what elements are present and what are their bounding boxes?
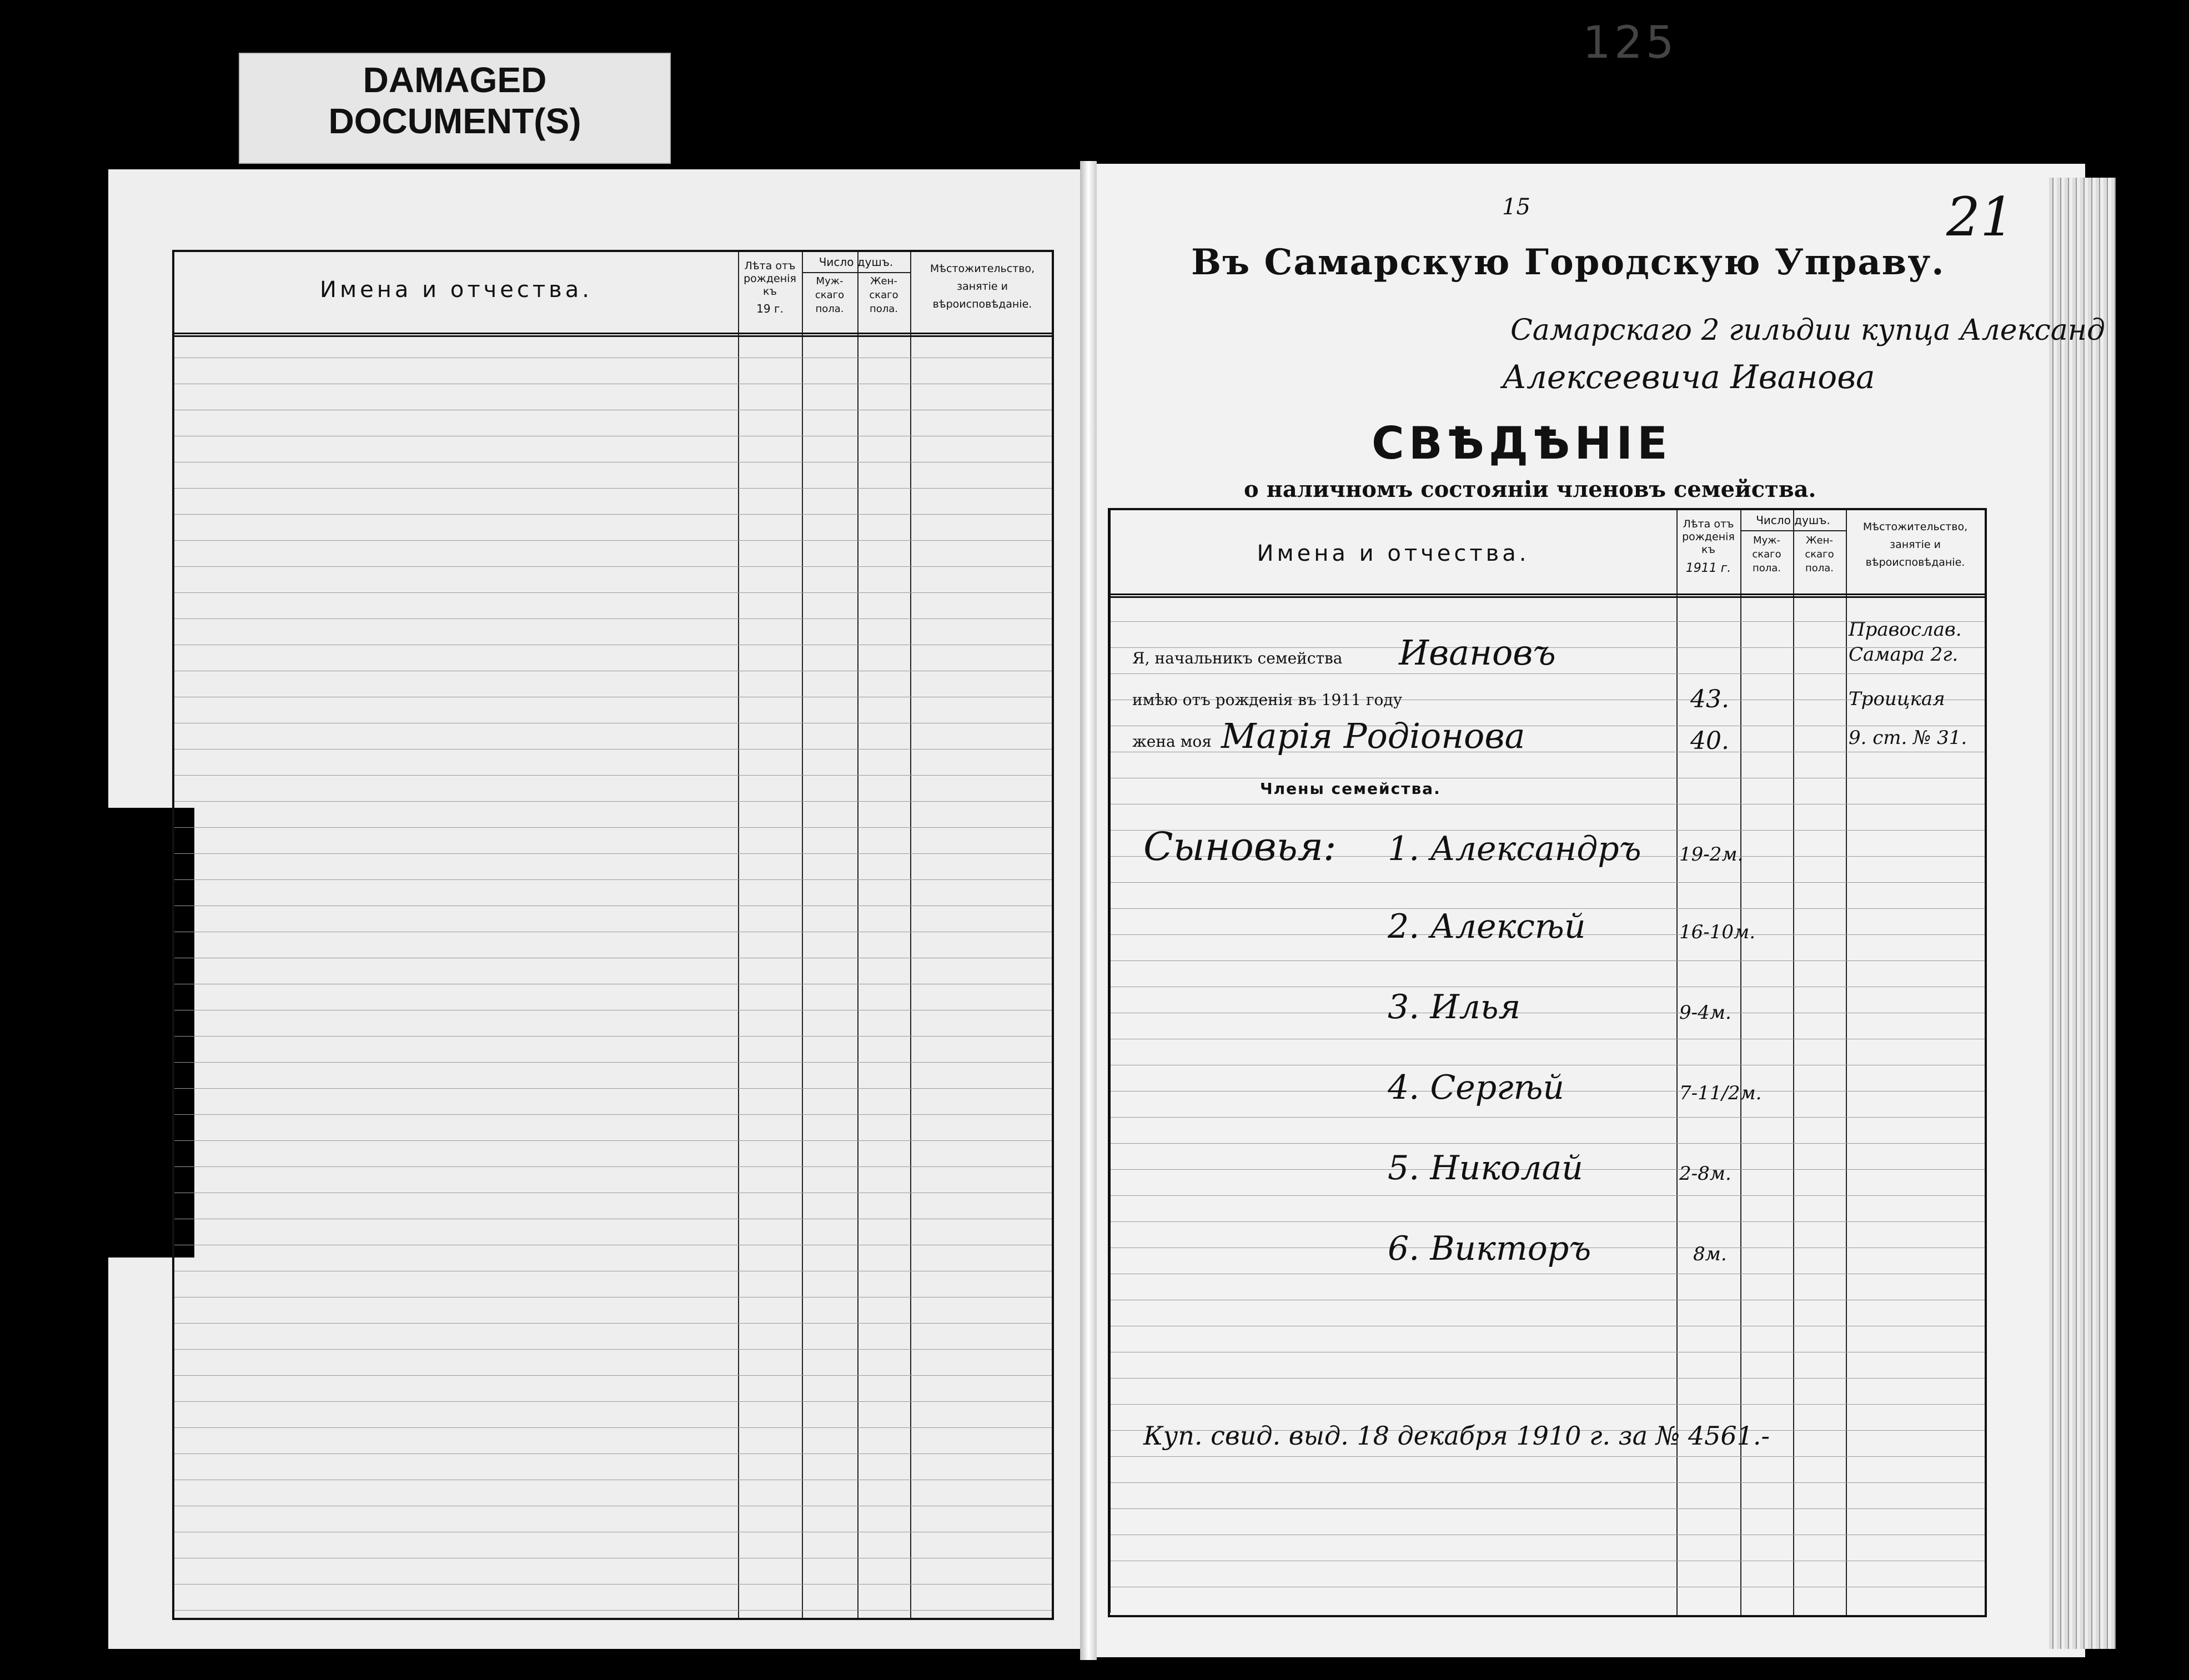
child-age: 8м. (1693, 1243, 1727, 1265)
ruled-line (1110, 1195, 1985, 1196)
residence-house: 9. ст. № 31. (1849, 727, 1967, 749)
child-name: 5. Николай (1388, 1149, 1583, 1188)
wife-name: Марія Родіонова (1221, 716, 1525, 756)
column-divider (738, 252, 739, 1618)
column-divider (1793, 510, 1794, 1615)
child-name: 2. Алексѣй (1388, 907, 1586, 946)
male-column-header: Муж-скаго пола. (1752, 535, 1781, 574)
address-line: Въ Самарскую Городскую Управу. (1191, 242, 1945, 283)
ruled-line (174, 514, 1052, 515)
ruled-line (174, 801, 1052, 802)
ruled-line (174, 618, 1052, 619)
header-underline (1110, 596, 1985, 598)
residence-city: Самара 2г. (1849, 643, 1959, 666)
merchant-line-2: Алексеевича Иванова (1502, 358, 1875, 396)
child-age: 19-2м. (1679, 843, 1744, 866)
wife-age: 40. (1690, 727, 1729, 755)
sons-label: Сыновья: (1143, 824, 1337, 869)
members-title: Члены семейства. (1260, 779, 1441, 798)
ruled-line (174, 488, 1052, 489)
ruled-line (174, 853, 1052, 854)
archive-stamp-number: 125 (1583, 17, 1678, 68)
ruled-line (174, 540, 1052, 541)
ruled-line (174, 775, 1052, 776)
ruled-line (174, 1114, 1052, 1115)
column-divider (910, 252, 911, 1618)
residence-religion: Православ. (1849, 618, 1962, 641)
child-name: 3. Илья (1388, 988, 1521, 1027)
age-column-year: 1911 г. (1685, 561, 1731, 575)
residence-column-header: Мѣстожительство, занятіе и вѣроисповѣданіе. (930, 263, 1035, 310)
child-age: 9-4м. (1679, 1002, 1731, 1024)
child-name: 6. Викторъ (1388, 1229, 1591, 1268)
residence-street: Троицкая (1849, 688, 1945, 710)
ruled-line (174, 1610, 1052, 1611)
ruled-line (174, 1375, 1052, 1376)
ruled-line (1110, 1482, 1985, 1483)
column-divider (802, 252, 803, 1618)
child-name: 1. Александръ (1388, 829, 1641, 868)
ruled-line (1110, 1456, 1985, 1457)
ruled-line (174, 1584, 1052, 1585)
ruled-line (174, 879, 1052, 880)
document-subtitle: о наличномъ состояніи членовъ семейства. (1244, 476, 1816, 502)
ruled-line (1110, 1117, 1985, 1118)
ruled-line (174, 749, 1052, 750)
count-header-divider (802, 272, 910, 273)
ruled-line (174, 566, 1052, 567)
ruled-line (1110, 960, 1985, 961)
merchant-line-1: Самарскаго 2 гильдии купца Александ (1510, 314, 2105, 347)
child-age: 7-11/2м. (1679, 1082, 1762, 1104)
age-column-header: Лѣта отъ рожденія къ (744, 260, 796, 298)
damaged-document-label (239, 53, 671, 164)
header-underline (174, 335, 1052, 337)
column-divider (857, 252, 858, 1618)
ruled-line (174, 1401, 1052, 1402)
female-column-header: Жен-скаго пола. (869, 275, 898, 315)
ruled-line (1110, 1404, 1985, 1405)
count-column-header: Число душъ. (1756, 514, 1830, 527)
column-divider (1846, 510, 1847, 1615)
child-name: 4. Сергѣй (1388, 1068, 1565, 1107)
header-underline (1110, 593, 1985, 595)
female-column-header: Жен-скаго пола. (1805, 535, 1834, 574)
ruled-line (174, 1088, 1052, 1089)
ruled-line (174, 1427, 1052, 1428)
page-number: 21 (1946, 186, 2015, 248)
count-header-divider (1740, 530, 1846, 531)
page-edges (2049, 178, 2116, 1649)
head-of-family-name: Ивановъ (1399, 632, 1556, 673)
ruled-line (1110, 1508, 1985, 1509)
ruled-line (174, 1036, 1052, 1037)
ruled-line (174, 827, 1052, 828)
ruled-line (174, 1453, 1052, 1454)
ruled-line (1110, 673, 1985, 674)
ruled-line (174, 1323, 1052, 1324)
ruled-line (1110, 1221, 1985, 1222)
residence-column-header: Мѣстожительство, занятіе и вѣроисповѣданіе. (1862, 521, 1968, 569)
page-mark: 15 (1502, 194, 1530, 220)
damaged-label-line1: DAMAGED (363, 60, 547, 100)
footer-merchant-note: Куп. свид. выд. 18 декабря 1910 г. за № 4561.- (1143, 1421, 1770, 1451)
damaged-label-line2: DOCUMENT(S) (328, 101, 581, 141)
ruled-line (174, 592, 1052, 593)
ruled-line (174, 1349, 1052, 1350)
age-column-header: Лѣта отъ рожденія къ (1682, 518, 1735, 556)
head-age: 43. (1690, 685, 1729, 713)
male-column-header: Муж-скаго пола. (815, 275, 845, 315)
head-of-family-label: Я, начальникъ семейства (1132, 649, 1343, 667)
ruled-line (1110, 882, 1985, 883)
ruled-line (1110, 1143, 1985, 1144)
names-column-header: Имена и отчества. (1257, 541, 1530, 566)
names-column-header: Имена и отчества. (320, 277, 593, 303)
book-spine (1080, 161, 1097, 1660)
ruled-line (174, 1140, 1052, 1141)
form-left-border (1108, 508, 1111, 1613)
left-census-table (172, 250, 1054, 1620)
count-column-header: Число душъ. (819, 255, 893, 269)
birth-year-label: имѣю отъ рожденія въ 1911 году (1132, 691, 1403, 709)
header-underline (174, 333, 1052, 334)
child-age: 2-8м. (1679, 1163, 1731, 1185)
document-title: СВѢДѢНІЕ (1372, 418, 1672, 469)
ruled-line (174, 1062, 1052, 1063)
wife-label: жена моя (1132, 732, 1212, 751)
ruled-line (174, 1166, 1052, 1167)
child-age: 16-10м. (1679, 921, 1756, 943)
ruled-line (1110, 1378, 1985, 1379)
right-census-table (1108, 508, 1987, 1617)
age-column-year: 19 г. (756, 302, 784, 315)
